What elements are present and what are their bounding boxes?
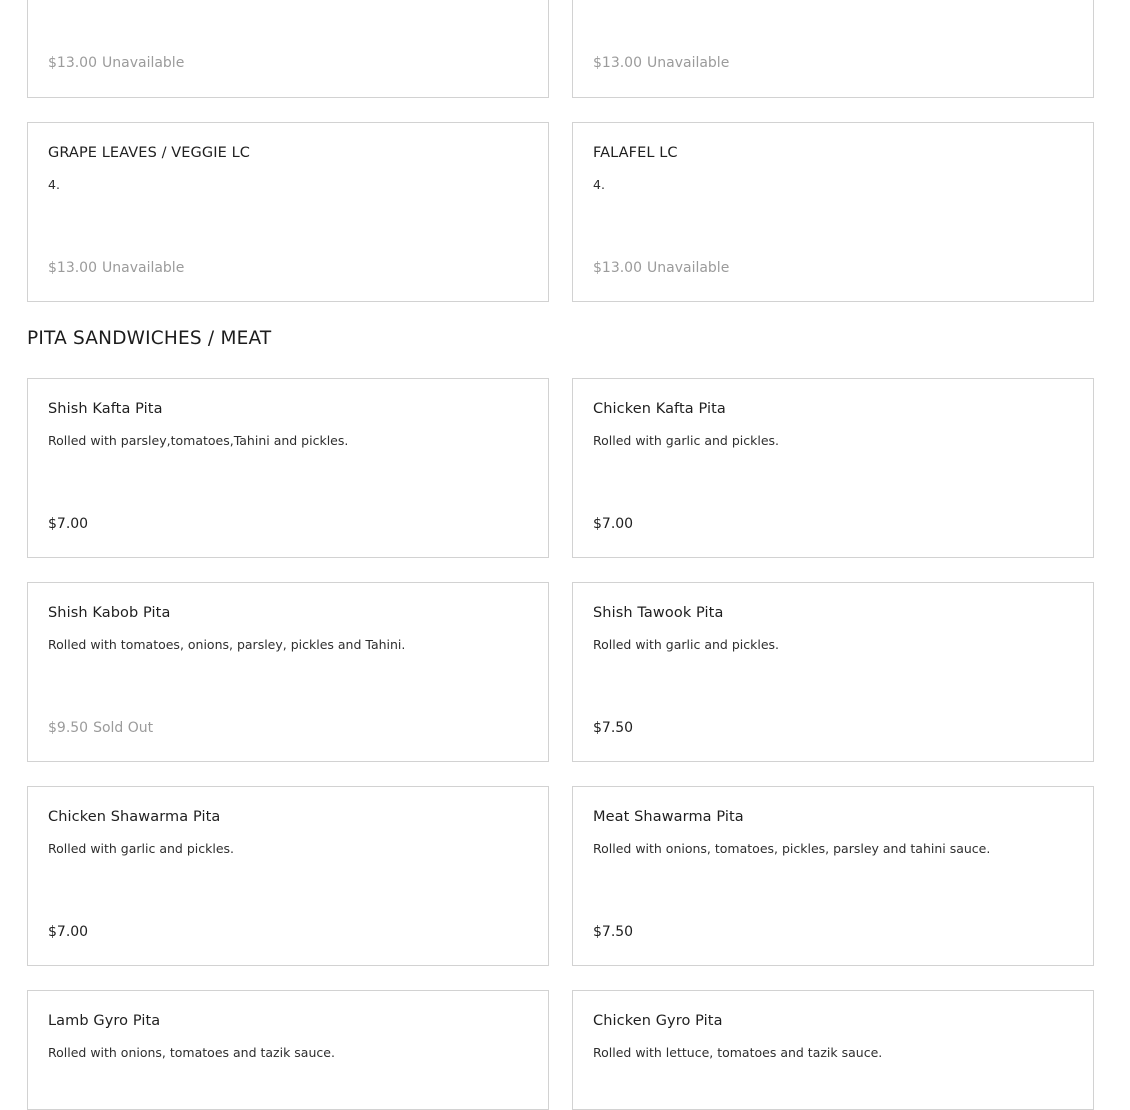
menu-item-card[interactable] [572,0,1094,98]
menu-item-card[interactable] [27,786,549,966]
item-description: Rolled with garlic and pickles. [593,433,779,448]
menu-item-card[interactable] [27,378,549,558]
item-price-row [593,260,729,276]
item-name: Chicken Kafta Pita [593,401,726,417]
menu-item-card[interactable] [572,786,1094,966]
item-price-row [48,924,88,940]
item-name: Chicken Gyro Pita [593,1013,723,1029]
item-price: $13.00 [48,55,97,71]
item-price: $9.50 [48,720,89,736]
item-availability-status: Unavailable [647,55,730,71]
item-description: Rolled with onions, tomatoes, pickles, parsley and tahini sauce. [593,841,991,856]
item-price: $13.00 [48,260,97,276]
item-description: Rolled with lettuce, tomatoes and tazik sauce. [593,1045,883,1060]
menu-item-card[interactable] [572,990,1094,1110]
menu-item-card[interactable] [27,582,549,762]
menu-item-card[interactable] [572,122,1094,302]
item-name: Shish Kabob Pita [48,605,171,621]
item-name: Shish Tawook Pita [593,605,724,621]
item-name: Chicken Shawarma Pita [48,809,221,825]
menu-item-card[interactable] [572,378,1094,558]
item-price: $13.00 [593,55,642,71]
item-price-row [593,55,729,71]
item-availability-status: Unavailable [102,55,185,71]
item-price-row [593,924,633,940]
item-description: Rolled with tomatoes, onions, parsley, pickles and Tahini. [48,637,406,652]
item-price: $13.00 [593,260,642,276]
item-price: $7.00 [593,516,634,532]
item-name: Lamb Gyro Pita [48,1013,161,1029]
menu-item-card[interactable] [572,582,1094,762]
item-price-row [48,516,88,532]
item-description: 4. [48,177,60,192]
item-name: GRAPE LEAVES / VEGGIE LC [48,145,250,161]
item-price-row [48,260,184,276]
item-availability-status: Unavailable [647,260,730,276]
item-name: Meat Shawarma Pita [593,809,744,825]
item-name: FALAFEL LC [593,145,678,161]
item-description: 4. [593,177,605,192]
item-price: $7.00 [48,924,89,940]
menu-item-card[interactable] [27,990,549,1110]
item-description: Rolled with garlic and pickles. [593,637,779,652]
item-price: $7.50 [593,924,634,940]
item-availability-status: Sold Out [93,720,154,736]
menu-item-card[interactable] [27,0,549,98]
item-price-row [48,720,153,736]
item-price: $7.00 [48,516,89,532]
item-availability-status: Unavailable [102,260,185,276]
item-price-row [48,55,184,71]
item-price-row [593,516,633,532]
item-description: Rolled with parsley,tomatoes,Tahini and pickles. [48,433,349,448]
item-name: Shish Kafta Pita [48,401,163,417]
item-price: $7.50 [593,720,634,736]
item-description: Rolled with garlic and pickles. [48,841,234,856]
item-description: Rolled with onions, tomatoes and tazik sauce. [48,1045,335,1060]
section-title: PITA SANDWICHES / MEAT [27,328,272,349]
menu-item-card[interactable] [27,122,549,302]
item-price-row [593,720,633,736]
